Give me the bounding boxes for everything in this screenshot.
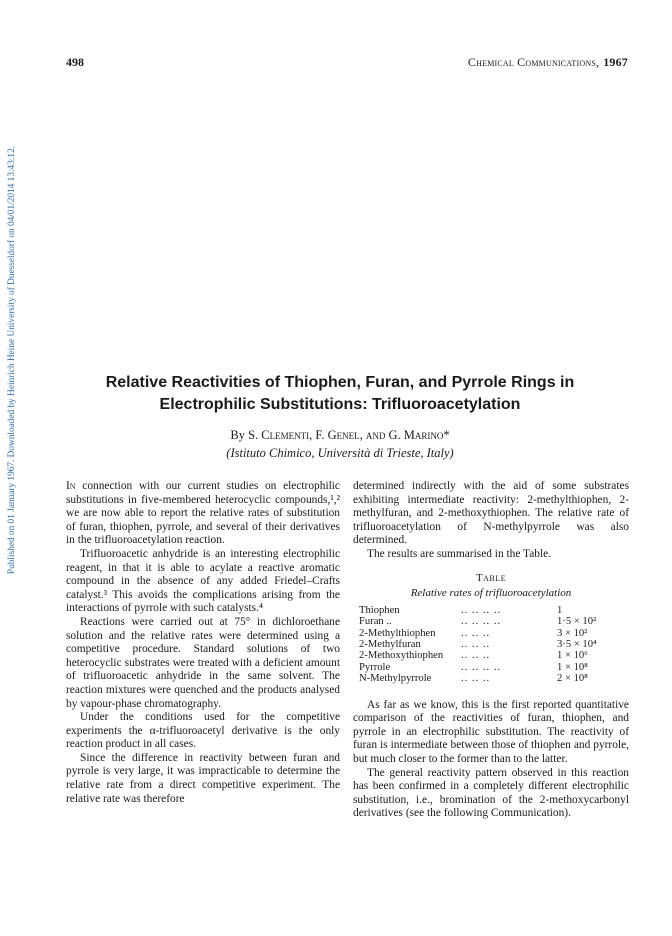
leader-dots: .. .. .. ..	[461, 661, 502, 673]
running-head	[468, 55, 628, 70]
paragraph: As far as we know, this is the first reported quantitative comparison of the reactivities of furan, thiophen, and pyrrole in an electrophilic substitution. The reactivity of furan is intermediate between those of thiophen and pyrrole, but much closer to the former than to the latter.	[353, 698, 629, 765]
affiliation: (Istituto Chimico, Università di Trieste, Italy)	[226, 446, 454, 460]
author-line	[60, 428, 620, 443]
leader-dots: .. .. ..	[461, 673, 491, 685]
table-row	[359, 673, 597, 684]
compound-cell: N-Methylpyrrole	[359, 673, 432, 685]
table-row	[359, 650, 597, 661]
compound-cell: 2-Methylfuran	[359, 638, 421, 650]
paragraph: The results are summarised in the Table.	[367, 547, 552, 560]
leader-dots: .. .. ..	[461, 650, 491, 662]
rate-cell: 1 × 10⁶	[557, 650, 588, 662]
paragraph: In connection with our current studies on electrophilic substitutions in five-membered heterocyclic compounds,¹,² we are now able to report the relative rates of substitution of furan, thiophen, pyrrole, and several of their derivatives in the trifluoroacetylation reaction.	[66, 480, 340, 547]
journal-name: Chemical Communications,	[467, 55, 600, 69]
table-row	[359, 639, 597, 650]
title-line-2: Electrophilic Substitutions: Trifluoroacetylation	[159, 396, 521, 413]
table-row	[359, 605, 597, 616]
compound-cell: Furan ..	[359, 616, 392, 628]
leader-dots: .. .. ..	[461, 627, 491, 639]
page-number: 498	[66, 55, 84, 69]
article-title	[60, 372, 620, 416]
drop-cap: In	[66, 480, 76, 492]
paragraph: Reactions were carried out at 75° in dichloroethane solution and the relative rates were determined using a competitive procedure. Standard solutions of two heterocyclic substrates were treated with a deficient amount of trifluoroacetic anhydride in the same solvent. The reaction mixtures were quenched and the products analysed by vapour-phase chromatography.	[66, 615, 340, 710]
compound-cell: Thiophen	[359, 604, 400, 616]
rate-cell: 1 × 10⁸	[557, 661, 588, 673]
paragraph: determined indirectly with the aid of some substrates exhibiting intermediate reactivity: 2-methylthiophen, 2-methylfuran, and 2-methoxythiophen. The relative rate of trifluoroacetylation of N-methylpyrrole was also determined.	[353, 480, 629, 547]
paragraph: Since the difference in reactivity between furan and pyrrole is very large, it was impracticable to determine the relative rate from a direct competitive experiment. The relative rate was therefore	[66, 751, 340, 805]
paragraph: Trifluoroacetic anhydride is an interesting electrophilic reagent, in that it is able to acylate a reactive aromatic compound in the absence of any added Friedel–Crafts catalyst.³ This avoids the complications arising from the interactions of pyrrole with such catalysts.⁴	[66, 547, 340, 615]
leader-dots: .. .. ..	[461, 638, 491, 650]
table-subcaption: Relative rates of trifluoroacetylation	[410, 587, 572, 600]
download-notice-text: Published on 01 January 1967. Downloaded by Heinrich Heine University of Duesseldorf on 04/01/2014 13:43:12.	[7, 145, 17, 575]
rates-table	[359, 605, 597, 685]
compound-cell: Pyrrole	[359, 661, 391, 673]
rates-table-body	[359, 605, 597, 685]
rate-cell: 3 × 10²	[557, 627, 588, 639]
paragraph: Under the conditions used for the competitive experiments the α-trifluoroacetyl derivative is the only reaction product in all cases.	[66, 711, 340, 751]
rate-cell: 1	[557, 604, 563, 616]
compound-cell: 2-Methylthiophen	[359, 627, 436, 639]
leader-dots: .. .. .. ..	[461, 616, 502, 628]
download-notice	[4, 100, 20, 620]
compound-cell: 2-Methoxythiophen	[359, 650, 444, 662]
right-column	[353, 480, 629, 821]
authors-prefix: By	[230, 428, 249, 442]
title-line-1: Relative Reactivities of Thiophen, Furan, and Pyrrole Rings in	[105, 374, 575, 391]
table-caption: Table	[475, 571, 507, 584]
rate-cell: 3·5 × 10⁴	[557, 638, 597, 650]
leader-dots: .. .. .. ..	[461, 604, 502, 616]
journal-year: 1967	[603, 55, 628, 69]
table-row	[359, 616, 597, 627]
paragraph: The general reactivity pattern observed in this reaction has been confirmed in a completely different electrophilic substitution, i.e., bromination of the 2-methoxycarbonyl derivatives (see the following Communication).	[353, 766, 629, 820]
authors: S. Clementi, F. Genel, and G. Marino*	[248, 428, 450, 442]
rate-cell: 2 × 10⁸	[557, 673, 588, 685]
left-column	[66, 480, 340, 806]
table-row	[359, 628, 597, 639]
rate-cell: 1·5 × 10²	[557, 616, 597, 628]
table-row	[359, 662, 597, 673]
